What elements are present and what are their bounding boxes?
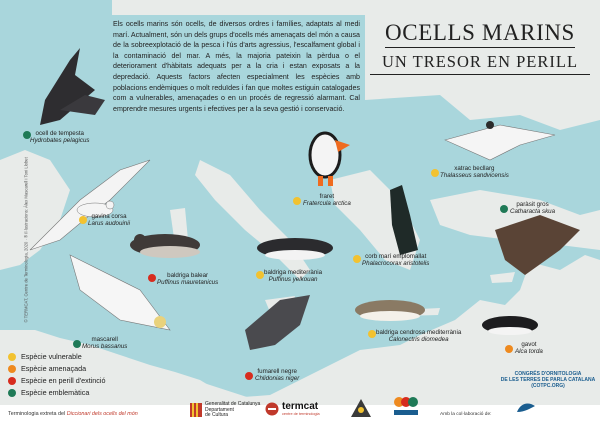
status-dot bbox=[256, 271, 264, 279]
dictionary-link[interactable]: Diccionari dels ocells del món bbox=[66, 411, 138, 417]
status-dot bbox=[431, 169, 439, 177]
yelkouan-shearwater-illustration bbox=[257, 238, 333, 260]
species-label: mascarell Morus bassanus bbox=[82, 336, 128, 351]
status-dot bbox=[368, 330, 376, 338]
status-dot bbox=[245, 372, 253, 380]
legend-item: Espècie amenaçada bbox=[8, 364, 105, 376]
partner-emblem-icon bbox=[393, 396, 419, 418]
species-label: corb marí emplomallat Phalacrocorax aristotelis bbox=[362, 253, 430, 268]
gencat-emblem-icon bbox=[190, 403, 202, 417]
legend-item: Espècie vulnerable bbox=[8, 352, 105, 364]
congres-credit: CONGRÉS D'ORNITOLOGIA DE LES TERRES DE PARLA CATALANA (COTPC.ORG) bbox=[500, 371, 596, 389]
title-block bbox=[370, 20, 590, 75]
status-dot bbox=[73, 340, 81, 348]
species-label: paràsit gros Catharacta skua bbox=[510, 201, 556, 216]
species-label: gavina corsa Larus audouinii bbox=[88, 213, 130, 228]
legend-dot-emblematica bbox=[8, 389, 16, 397]
status-dot bbox=[353, 255, 361, 263]
scopolis-shearwater-illustration bbox=[355, 300, 425, 321]
legend-dot-perill bbox=[8, 377, 16, 385]
page-title: OCELLS MARINS bbox=[385, 20, 575, 48]
razorbill-illustration bbox=[482, 316, 538, 335]
side-credit: © TERMCAT, Centre de Terminologia, 2020 · ® Il·lustracions: Àlex Mascarell i Toni Llobet bbox=[23, 157, 29, 323]
status-dot bbox=[148, 274, 156, 282]
congres-emblem-icon bbox=[515, 400, 537, 416]
termcat-logo: termcat centre de terminologia bbox=[265, 401, 320, 416]
page-subtitle: UN TRESOR EN PERILL bbox=[370, 52, 590, 75]
legend bbox=[8, 352, 105, 400]
partner-emblem-icon bbox=[350, 398, 372, 418]
gencat-logo: Generalitat de Catalunya Departament de Cultura bbox=[190, 402, 260, 419]
legend-dot-vulnerable bbox=[8, 353, 16, 361]
species-label: fumarell negre Chlidonias niger bbox=[255, 368, 300, 383]
status-dot bbox=[79, 216, 87, 224]
status-dot bbox=[293, 197, 301, 205]
species-label: baldriga balear Puffinus mauretanicus bbox=[157, 272, 219, 287]
termcat-emblem-icon bbox=[265, 402, 279, 416]
species-label: gavot Alca torda bbox=[515, 341, 543, 356]
partner-logo-1 bbox=[350, 398, 372, 418]
terminology-credit: Terminologia extreta del Diccionari dels ocells del món bbox=[8, 411, 138, 417]
intro-text: Els ocells marins són ocells, de diversos ordres i famílies, adaptats al medi marí. Actualment, són un dels grups d'ocells més amenaçats del món a causa de la sobreexplotació de la pesca i l'ús d'arts agressius, l'escalfament global i la contaminació del mar. A més, la majoria pateixin la pèrdua o el deteriorament d'hàbitats adequats per a la cria i estan exposats a la depredació. Aquests factors afecten especialment les espècies amb poblacions endèmiques o molt reduïdes i fan que moltes estiguin catalogades com a vulnerables, amenaçades o en un procés de regressió alarmant. Cal emprendre mesures urgents i efectives per a la seva gestió i conservació. bbox=[113, 20, 360, 113]
species-label: xatrac becllarg Thalasseus sandvicensis bbox=[440, 165, 509, 180]
species-label: ocell de tempesta Hydrobates pelagicus bbox=[30, 130, 90, 145]
species-label: baldriga cendrosa mediterrània Calonectris diomedea bbox=[376, 329, 462, 344]
congres-logo bbox=[515, 400, 537, 416]
legend-item: Espècie emblemàtica bbox=[8, 388, 105, 400]
legend-item: Espècie en perill d'extinció bbox=[8, 376, 105, 388]
status-dot bbox=[500, 205, 508, 213]
partner-logo-2 bbox=[393, 396, 419, 418]
status-dot bbox=[505, 345, 513, 353]
collab-label: Amb la col·laboració de: bbox=[440, 412, 492, 417]
legend-dot-amenacada bbox=[8, 365, 16, 373]
species-label: fraret Fratercula arctica bbox=[303, 193, 351, 208]
species-label: baldriga mediterrània Puffinus yelkouan bbox=[264, 269, 323, 284]
